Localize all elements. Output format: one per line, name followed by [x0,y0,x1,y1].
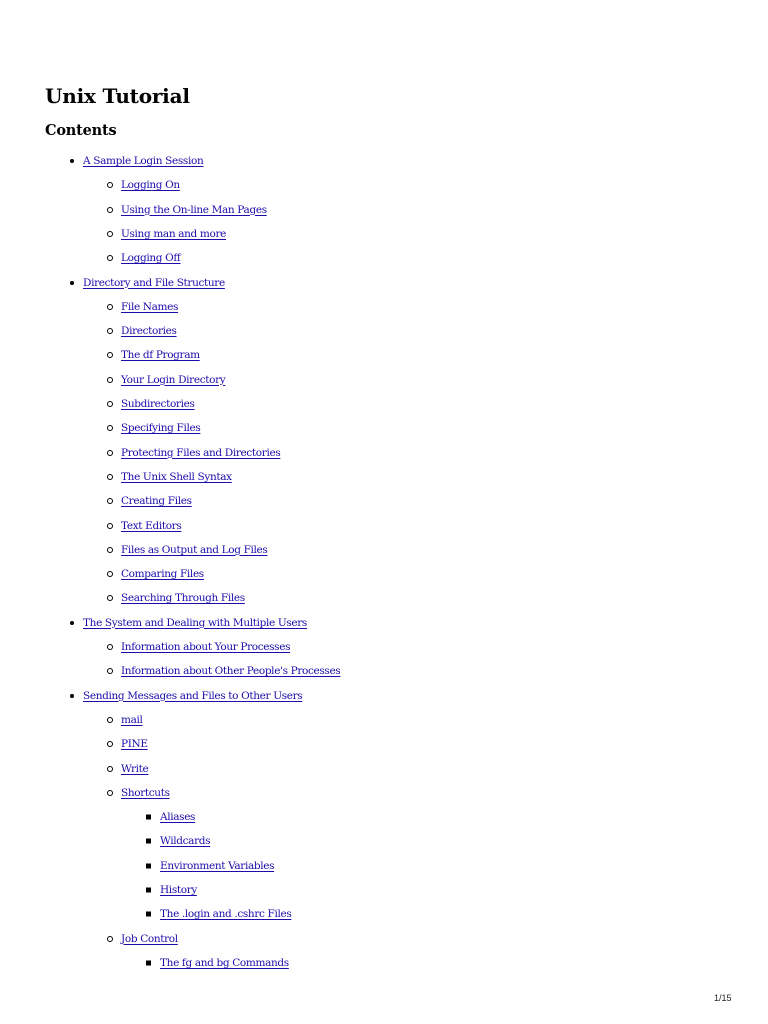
toc-item-level-2 [121,319,177,343]
bullet-disc-icon [70,159,74,163]
bullet-circle-icon [107,352,113,358]
bullet-circle-icon [107,547,113,553]
toc-link[interactable]: The Unix Shell Syntax [121,470,232,483]
toc-link[interactable]: Sending Messages and Files to Other Users [83,689,303,702]
bullet-circle-icon [107,182,113,188]
bullet-circle-icon [107,595,113,601]
toc-link[interactable]: Creating Files [121,495,192,508]
toc-item-level-2 [121,659,340,683]
toc-item-level-2 [121,757,148,781]
bullet-square-icon [146,960,151,965]
bullet-disc-icon [70,281,74,285]
bullet-circle-icon [107,523,113,529]
bullet-circle-icon [107,255,113,261]
bullet-circle-icon [107,474,113,480]
toc-link[interactable]: Environment Variables [160,859,275,872]
toc-item-level-2 [121,635,290,659]
bullet-circle-icon [107,668,113,674]
bullet-circle-icon [107,231,113,237]
bullet-circle-icon [107,401,113,407]
toc-item-level-2 [121,489,192,513]
toc-item-level-2 [121,732,148,756]
toc-link[interactable]: Directory and File Structure [83,276,225,289]
toc-item-level-2 [121,246,180,270]
toc-item-level-1 [83,271,225,295]
toc-link[interactable]: Write [121,762,149,775]
toc-link[interactable]: Logging Off [121,252,181,265]
toc-item-level-2 [121,295,178,319]
toc-link[interactable]: Wildcards [160,835,211,848]
toc-item-level-2 [121,465,232,489]
toc-link[interactable]: Information about Other People's Processes [121,665,341,678]
bullet-circle-icon [107,207,113,213]
bullet-circle-icon [107,790,113,796]
toc-link[interactable]: Comparing Files [121,568,204,581]
toc-item-level-2 [121,586,245,610]
bullet-circle-icon [107,377,113,383]
toc-link[interactable]: The .login and .cshrc Files [160,908,292,921]
bullet-square-icon [146,815,151,820]
toc-link[interactable]: History [160,884,197,896]
toc-item-level-1 [83,611,307,635]
toc-item-level-2 [121,198,267,222]
document-title: Unix Tutorial [45,84,190,108]
bullet-circle-icon [107,717,113,723]
toc-item-level-3 [160,878,197,902]
toc-item-level-3 [160,805,195,829]
toc-item-level-3 [160,854,274,878]
toc-item-level-1 [83,684,302,708]
toc-link[interactable]: Job Control [121,932,178,945]
toc-link[interactable]: Directories [121,325,177,338]
toc-item-level-2 [121,173,180,197]
toc-link[interactable]: Information about Your Processes [121,641,291,653]
bullet-circle-icon [107,498,113,504]
bullet-circle-icon [107,936,113,942]
toc-item-level-2 [121,514,181,538]
toc-item-level-2 [121,222,226,246]
bullet-disc-icon [70,621,74,625]
toc-link[interactable]: Shortcuts [121,786,170,799]
toc-link[interactable]: Files as Output and Log Files [121,543,268,556]
toc-item-level-3 [160,902,291,926]
bullet-circle-icon [107,450,113,456]
toc-link[interactable]: PINE [121,738,148,751]
toc-link[interactable]: Aliases [160,811,196,824]
toc-link[interactable]: Searching Through Files [121,592,245,605]
toc-item-level-2 [121,927,178,951]
toc-item-level-3 [160,951,289,975]
bullet-square-icon [146,839,151,844]
toc-item-level-2 [121,368,225,392]
toc-item-level-2 [121,708,143,732]
toc-link[interactable]: A Sample Login Session [83,155,204,167]
toc-item-level-2 [121,416,200,440]
toc-item-level-2 [121,392,195,416]
toc-link[interactable]: The df Program [121,349,200,362]
toc-link[interactable]: Text Editors [121,519,182,532]
bullet-circle-icon [107,425,113,431]
bullet-circle-icon [107,644,113,650]
toc-item-level-1 [83,149,203,173]
toc-item-level-2 [121,441,280,465]
toc-item-level-2 [121,343,200,367]
toc-link[interactable]: Specifying Files [121,422,201,435]
toc-link[interactable]: The System and Dealing with Multiple Users [83,616,307,629]
toc-link[interactable]: Using the On-line Man Pages [121,203,267,216]
bullet-square-icon [146,863,151,868]
bullet-square-icon [146,912,151,917]
toc-link[interactable]: File Names [121,300,179,313]
toc-link[interactable]: Your Login Directory [121,373,226,386]
bullet-circle-icon [107,766,113,772]
toc-item-level-2 [121,538,267,562]
bullet-circle-icon [107,328,113,334]
toc-item-level-2 [121,562,204,586]
bullet-circle-icon [107,304,113,310]
toc-link[interactable]: Logging On [121,179,180,192]
toc-item-level-3 [160,829,210,853]
page-number: 1/15 [714,993,732,1003]
toc-link[interactable]: Protecting Files and Directories [121,446,281,459]
toc-link[interactable]: mail [121,713,143,726]
toc-link[interactable]: The fg and bg Commands [160,956,289,969]
bullet-disc-icon [70,694,74,698]
toc-item-level-2 [121,781,170,805]
contents-heading: Contents [45,122,117,139]
toc-link[interactable]: Subdirectories [121,398,195,410]
bullet-circle-icon [107,741,113,747]
toc-link[interactable]: Using man and more [121,227,227,240]
bullet-circle-icon [107,571,113,577]
bullet-square-icon [146,888,151,893]
